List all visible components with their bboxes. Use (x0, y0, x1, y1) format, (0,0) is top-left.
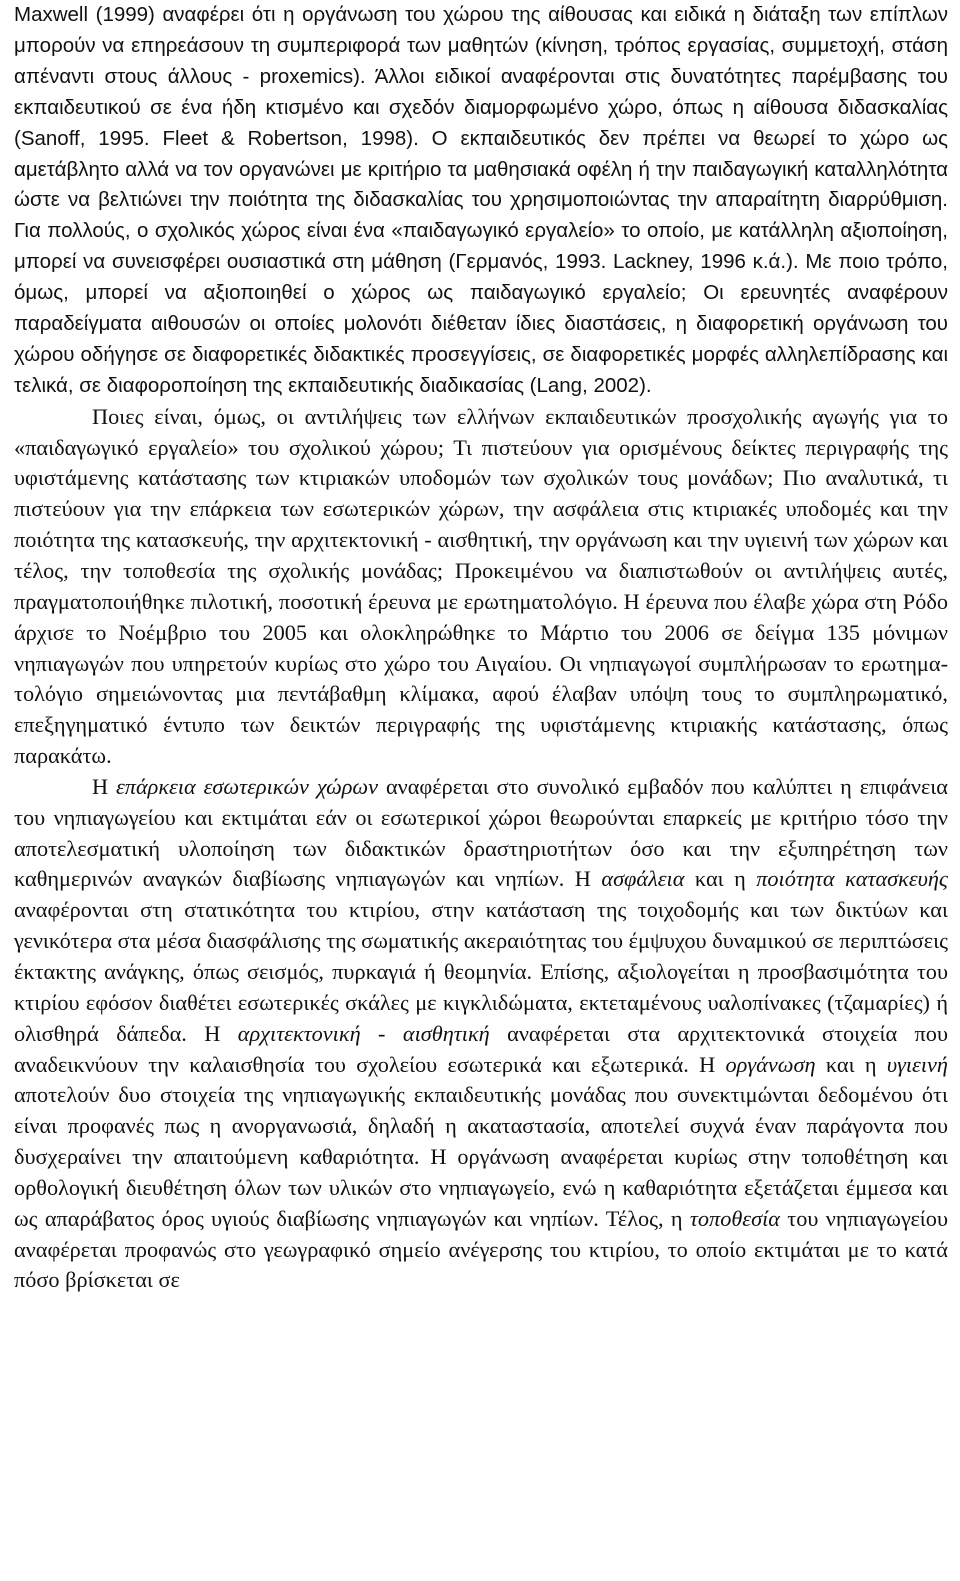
text-run: Ποιες είναι, όμως, οι αντιλήψεις των ελλήνων εκπαιδευτικών προσχολικής αγωγής για το «παιδαγωγικό εργαλείο» του σχολικού χώρου; Τι πιστεύουν για ορισμένους δείκτες περιγραφής της υφιστάμενης κατάστασης των κτιριακών υποδομών των σχολικών τους μονάδων; Πιο αναλυτικά, τι πιστεύουν για την επάρκεια των εσωτερικών χώρων, την ασφάλεια στις κτιριακές υποδομές και την ποιότητα της κατασκευής, την αρχιτεκτονική - αισθητική, την οργάνωση και την υγιεινή των χώρων και τέλος, την τοποθεσία της σχολικής μονάδας; Προκειμένου να διαπιστωθούν οι αντιλήψεις αυτές, πραγματοποιήθηκε πιλοτική, ποσοτική έρευνα με ερωτηματολόγιο. Η έρευνα που έλαβε χώρα στη Ρόδο άρχισε το Νοέμβριο του 2005 και ολοκληρώθηκε το Μάρτιο του 2006 σε δείγμα 135 μόνιμων νηπιαγωγών που υπηρετούν κυρίως στο χώρο του Αιγαίου. Οι νηπιαγωγοί συμπλήρωσαν το ερωτηματολόγιο σημειώνοντας μια πεντάβαθμη κλίμακα, αφού έλαβαν υπόψη τους το συμπληρωματικό, επεξηγηματικό έντυπο των δεικτών περιγραφής της υφιστάμενης κτιριακής κατάστασης, όπως παρακάτω. (14, 403, 948, 769)
text-run: Maxwell (1999) αναφέρει ότι η οργάνωση του χώρου της αίθουσας και ειδικά η διάταξη των επίπλων μπορούν να επηρεάσουν τη συμπεριφορά των μαθητών (κίνηση, τρόπος εργασίας, συμμετοχή, στάση απέναντι στους άλλους - proxemics). Άλλοι ειδικοί αναφέρονται στις δυνατότητες παρέμβασης του εκπαιδευτικού σε ένα ήδη κτισμένο και σχεδόν διαμορφωμένο χώρο, όπως η αίθουσα διδασκαλίας (Sanoff, 1995. Fleet & Robertson, 1998). Ο εκπαιδευτικός δεν πρέπει να θεωρεί το χώρο ως αμετάβλητο αλλά να τον οργανώνει με κριτήριο τα μαθησιακά οφέλη ή την παιδαγωγική καταλληλότητα ώστε να βελτιώνει την ποιότητα της διδασκαλίας του χρησιμοποιώντας την απαραίτητη διαρρύθμιση. Για πολλούς, ο σχολικός χώρος είναι ένα «παιδαγωγικό εργαλείο» το οποίο, με κατάλληλη αξιοποίηση, μπορεί να συνεισφέρει ουσιαστικά στη μάθηση (Γερμανός, 1993. Lackney, 1996 κ.ά.). Με ποιο τρόπο, όμως, μπορεί να αξιοποιηθεί ο χώρος ως παιδαγωγικό εργαλείο; Οι ερευνητές αναφέρουν παραδείγματα αιθουσών οι οποίες μολονότι διέθεταν ίδιες διαστάσεις, η διαφορετική οργάνωση του χώρου οδήγησε σε διαφορετικές διδακτικές προσεγγίσεις, σε διαφορετικές μορφές αλληλεπίδρασης και τελικά, σε διαφοροποίηση της εκπαιδευτικής διαδικασίας (Lang, 2002). (14, 3, 948, 397)
text-run: αναφέρονται στη στατικότητα του κτιρίου, στην κατάσταση της τοιχοδομής και των δικτύων και γενικότερα στα μέσα διασφάλισης της σωματικής ακεραιότητας του έμψυχου δυναμικού σε περιπτώσεις έκτακτης ανάγκης, όπως σεισμός, πυρκαγιά ή θεομηνία. Επίσης, αξιολογείται η προσβασιμότητα του κτιρίου εφόσον διαθέτει εσωτερικές σκάλες με κιγκλιδώματα, εκτεταμένους υαλοπίνακες (τζαμαρίες) ή ολισθηρά δάπεδα. Η (14, 897, 948, 1046)
text-run: του νηπιαγωγείου αναφέρεται προφανώς στο γεωγραφικό σημείο ανέγερσης του κτιρίου, το οποίο εκτιμάται με το κατά πόσο βρίσκεται σε (14, 1205, 948, 1293)
text-run: και η (684, 866, 757, 892)
text-run: Η (92, 773, 116, 799)
italic-text: υγιεινή (886, 1051, 948, 1077)
document-body (14, 0, 948, 1296)
text-run: αναφέρεται στο συνολικό εμβαδόν που καλύπτει η επιφάνεια του νηπιαγωγείου και εκτιμάται εάν οι εσωτερικοί χώροι θεωρούνται επαρκείς με κριτήριο τόσο την αποτελεσματική υλοποίηση των διδακτικών δραστηριοτήτων όσο και την εξυπηρέτηση των καθημερινών αναγκών διαβίωσης νηπιαγωγών και νηπίων. Η (14, 773, 948, 892)
paragraph (14, 772, 948, 1296)
text-run: και η (815, 1051, 887, 1077)
italic-text: επάρκεια εσωτερικών χώρων (115, 773, 379, 799)
italic-text: αρχιτεκτονική - αισθητική (237, 1020, 490, 1046)
italic-text: ποιότητα κατασκευής (756, 866, 948, 892)
paragraph (14, 0, 948, 402)
italic-text: τοποθεσία (689, 1205, 780, 1231)
text-run: αποτελούν δυο στοιχεία της νηπιαγωγικής εκπαιδευτικής μονάδας που συνεκτιμώνται δεδομένου ότι είναι προφανές πως η ανοργανωσιά, δηλαδή η ακαταστασία, αποτελεί συχνά έναν παράγοντα που δυσχεραίνει την απαιτούμενη καθαριότητα. Η οργάνωση αναφέρεται κυρίως στην τοποθέτηση και ορθολογική διευθέτηση όλων των υλικών στο νηπιαγωγείο, ενώ η καθαριότητα εξετάζεται έμμεσα και ως απαράβατος όρος υγιούς διαβίωσης νηπιαγωγών και νηπίων. Τέλος, η (14, 1082, 948, 1231)
text-run: αναφέρεται στα αρχιτεκτονικά στοιχεία που αναδεικνύουν την καλαισθησία του σχολείου εσωτερικά και εξωτερικά. Η (14, 1020, 948, 1077)
italic-text: ασφάλεια (601, 866, 685, 892)
paragraph (14, 402, 948, 772)
italic-text: οργάνωση (725, 1051, 816, 1077)
